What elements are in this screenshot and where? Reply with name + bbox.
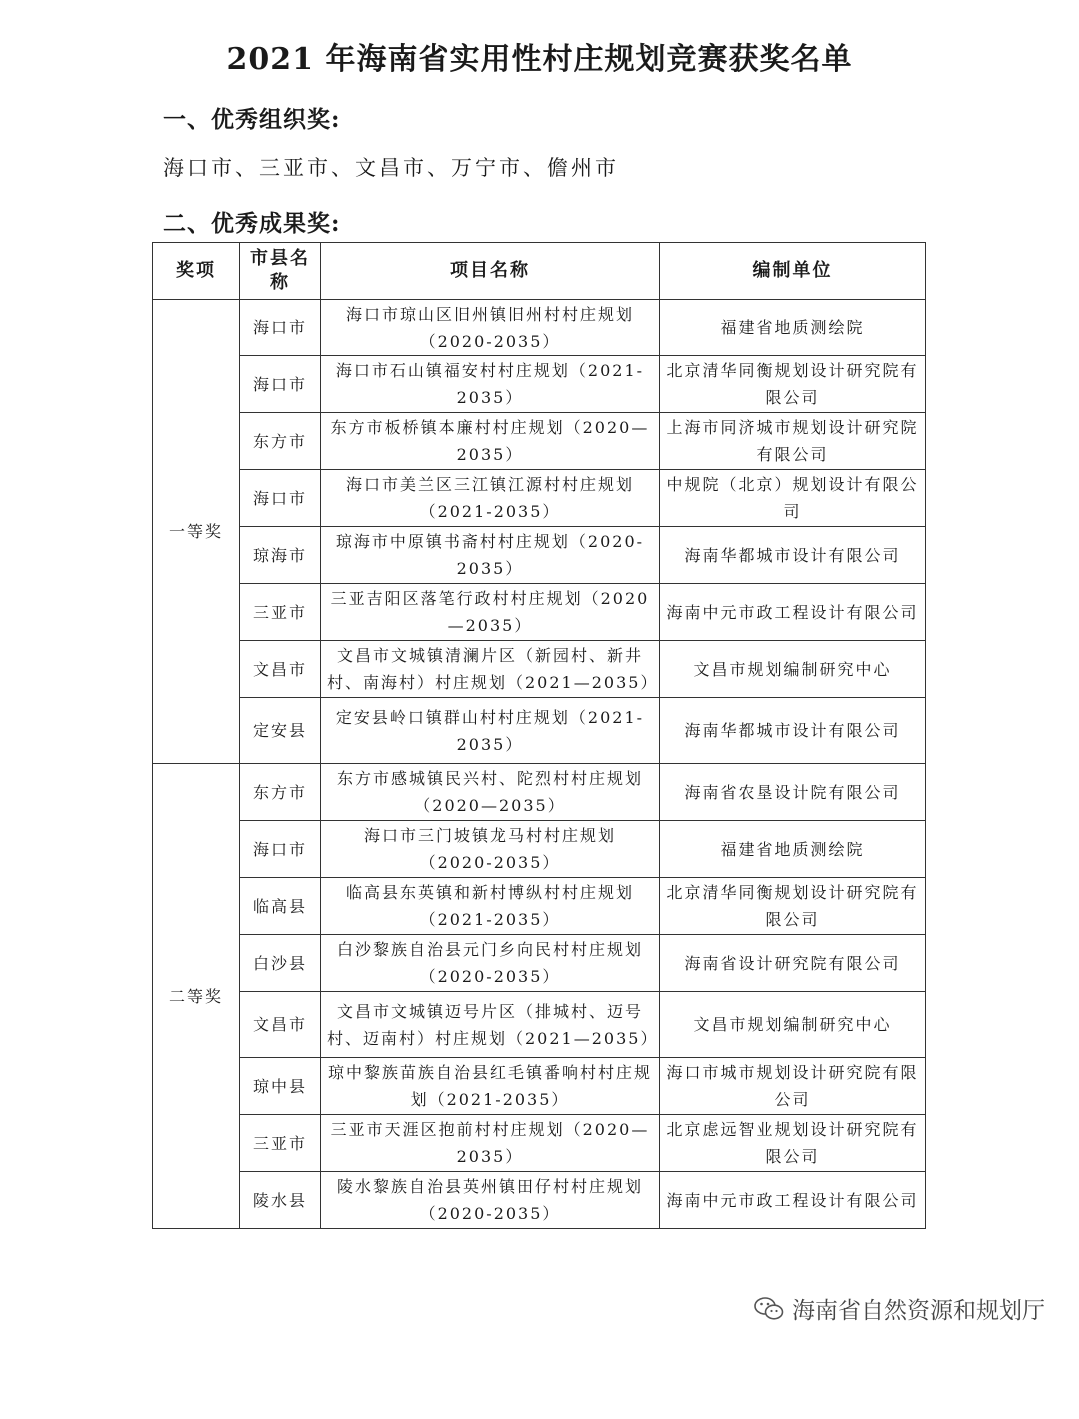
project-cell: 琼海市中原镇书斋村村庄规划（2020-2035） bbox=[321, 527, 660, 584]
city-cell: 三亚市 bbox=[240, 584, 321, 641]
awards-table bbox=[152, 242, 926, 1229]
project-cell: 东方市感城镇民兴村、陀烈村村庄规划（2020—2035） bbox=[321, 764, 660, 821]
project-cell: 三亚吉阳区落笔行政村村庄规划（2020—2035） bbox=[321, 584, 660, 641]
unit-cell: 海南华都城市设计有限公司 bbox=[660, 527, 926, 584]
project-cell: 定安县岭口镇群山村村庄规划（2021-2035） bbox=[321, 698, 660, 764]
table-row bbox=[153, 878, 926, 935]
page-title: 2021 年海南省实用性村庄规划竞赛获奖名单 bbox=[226, 42, 853, 77]
city-cell: 文昌市 bbox=[240, 641, 321, 698]
project-cell: 海口市琼山区旧州镇旧州村村庄规划（2020-2035） bbox=[321, 300, 660, 356]
unit-cell: 上海市同济城市规划设计研究院有限公司 bbox=[660, 413, 926, 470]
table-row bbox=[153, 1058, 926, 1115]
awards-table-body bbox=[153, 300, 926, 1229]
header-city: 市县名称 bbox=[240, 243, 321, 300]
header-project: 项目名称 bbox=[321, 243, 660, 300]
city-cell: 海口市 bbox=[240, 821, 321, 878]
table-row bbox=[153, 764, 926, 821]
project-cell: 陵水黎族自治县英州镇田仔村村庄规划（2020-2035） bbox=[321, 1172, 660, 1229]
unit-cell: 海口市城市规划设计研究院有限公司 bbox=[660, 1058, 926, 1115]
unit-cell: 福建省地质测绘院 bbox=[660, 821, 926, 878]
table-row bbox=[153, 992, 926, 1058]
project-cell: 海口市石山镇福安村村庄规划（2021-2035） bbox=[321, 356, 660, 413]
project-cell: 文昌市文城镇清澜片区（新园村、新井村、南海村）村庄规划（2021—2035） bbox=[321, 641, 660, 698]
table-row bbox=[153, 698, 926, 764]
unit-cell: 北京虑远智业规划设计研究院有限公司 bbox=[660, 1115, 926, 1172]
table-row bbox=[153, 356, 926, 413]
city-cell: 海口市 bbox=[240, 470, 321, 527]
city-cell: 定安县 bbox=[240, 698, 321, 764]
city-cell: 文昌市 bbox=[240, 992, 321, 1058]
unit-cell: 海南中元市政工程设计有限公司 bbox=[660, 1172, 926, 1229]
table-row bbox=[153, 300, 926, 356]
section-heading-achievement: 二、优秀成果奖: bbox=[163, 210, 341, 237]
unit-cell: 文昌市规划编制研究中心 bbox=[660, 641, 926, 698]
city-cell: 东方市 bbox=[240, 413, 321, 470]
project-cell: 海口市三门坡镇龙马村村庄规划（2020-2035） bbox=[321, 821, 660, 878]
table-row bbox=[153, 821, 926, 878]
table-row bbox=[153, 413, 926, 470]
header-award: 奖项 bbox=[153, 243, 240, 300]
city-cell: 三亚市 bbox=[240, 1115, 321, 1172]
project-cell: 琼中黎族苗族自治县红毛镇番响村村庄规划（2021-2035） bbox=[321, 1058, 660, 1115]
city-cell: 海口市 bbox=[240, 300, 321, 356]
unit-cell: 海南中元市政工程设计有限公司 bbox=[660, 584, 926, 641]
footer-text: 海南省自然资源和规划厅 bbox=[792, 1298, 1045, 1324]
city-cell: 东方市 bbox=[240, 764, 321, 821]
table-row bbox=[153, 935, 926, 992]
unit-cell: 北京清华同衡规划设计研究院有限公司 bbox=[660, 356, 926, 413]
table-row bbox=[153, 1115, 926, 1172]
award-level-cell: 一等奖 bbox=[153, 300, 240, 764]
footer-watermark bbox=[754, 1292, 1045, 1325]
project-cell: 白沙黎族自治县元门乡向民村村庄规划（2020-2035） bbox=[321, 935, 660, 992]
table-row bbox=[153, 527, 926, 584]
unit-cell: 文昌市规划编制研究中心 bbox=[660, 992, 926, 1058]
table-row bbox=[153, 1172, 926, 1229]
header-unit: 编制单位 bbox=[660, 243, 926, 300]
project-cell: 临高县东英镇和新村博纵村村庄规划（2021-2035） bbox=[321, 878, 660, 935]
table-header-row bbox=[153, 243, 926, 300]
city-cell: 白沙县 bbox=[240, 935, 321, 992]
table-row bbox=[153, 470, 926, 527]
unit-cell: 福建省地质测绘院 bbox=[660, 300, 926, 356]
city-cell: 琼海市 bbox=[240, 527, 321, 584]
city-cell: 琼中县 bbox=[240, 1058, 321, 1115]
project-cell: 文昌市文城镇迈号片区（排城村、迈号村、迈南村）村庄规划（2021—2035） bbox=[321, 992, 660, 1058]
wechat-icon bbox=[754, 1296, 784, 1322]
project-cell: 海口市美兰区三江镇江源村村庄规划（2021-2035） bbox=[321, 470, 660, 527]
city-cell: 海口市 bbox=[240, 356, 321, 413]
project-cell: 三亚市天涯区抱前村村庄规划（2020—2035） bbox=[321, 1115, 660, 1172]
city-cell: 临高县 bbox=[240, 878, 321, 935]
project-cell: 东方市板桥镇本廉村村庄规划（2020—2035） bbox=[321, 413, 660, 470]
table-row bbox=[153, 641, 926, 698]
unit-cell: 中规院（北京）规划设计有限公司 bbox=[660, 470, 926, 527]
unit-cell: 北京清华同衡规划设计研究院有限公司 bbox=[660, 878, 926, 935]
unit-cell: 海南华都城市设计有限公司 bbox=[660, 698, 926, 764]
city-cell: 陵水县 bbox=[240, 1172, 321, 1229]
award-level-cell: 二等奖 bbox=[153, 764, 240, 1229]
organization-award-list: 海口市、三亚市、文昌市、万宁市、儋州市 bbox=[163, 156, 619, 180]
unit-cell: 海南省设计研究院有限公司 bbox=[660, 935, 926, 992]
unit-cell: 海南省农垦设计院有限公司 bbox=[660, 764, 926, 821]
table-row bbox=[153, 584, 926, 641]
section-heading-organization: 一、优秀组织奖: bbox=[163, 106, 341, 133]
